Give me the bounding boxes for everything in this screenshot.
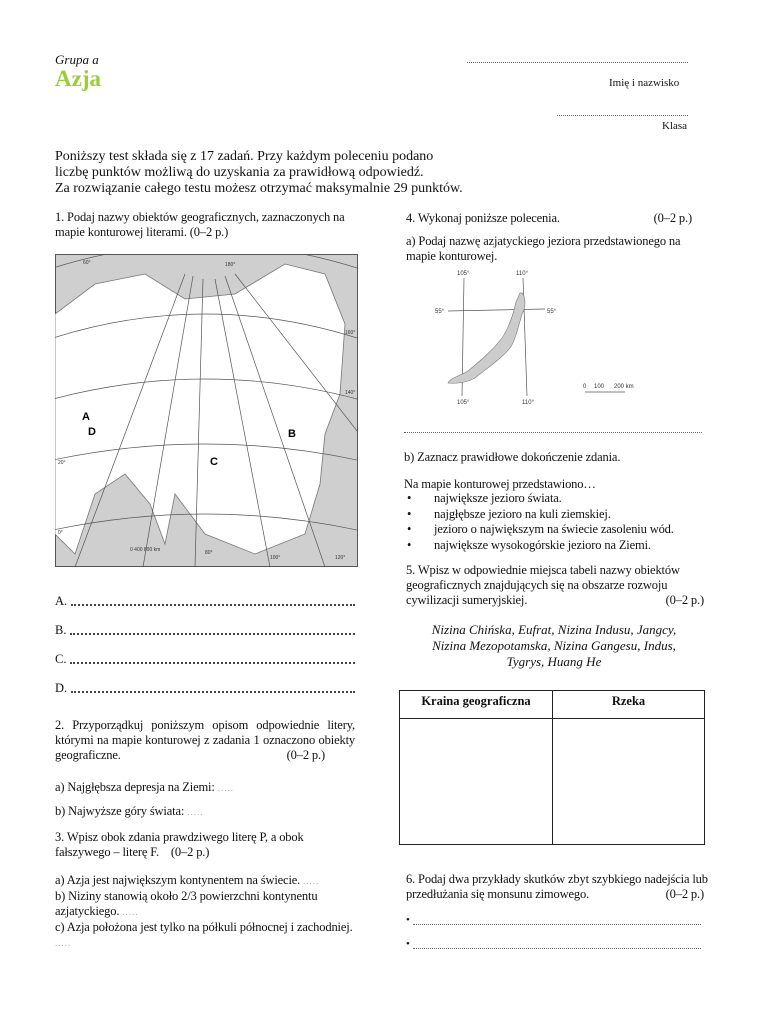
q3-item-a bbox=[55, 873, 360, 889]
answer-fill[interactable] bbox=[70, 662, 355, 664]
answer-fill[interactable] bbox=[71, 604, 355, 606]
q5-table bbox=[399, 690, 705, 845]
answer-label: D. bbox=[55, 681, 68, 695]
intro-text bbox=[55, 149, 463, 197]
intro-line: Za rozwiązanie całego testu możesz otrzymać maksymalnie 29 punktów. bbox=[55, 181, 463, 196]
q4-question: 4. Wykonaj poniższe polecenia. bbox=[406, 211, 560, 225]
map-label: 20° bbox=[58, 460, 66, 466]
q2-item-a bbox=[55, 780, 234, 796]
item-text: a) Azja jest największym kontynentem na świecie. bbox=[55, 873, 301, 887]
map-letter-b: B bbox=[288, 428, 296, 440]
q2-text bbox=[55, 718, 355, 763]
q4-points: (0–2 p.) bbox=[653, 211, 692, 225]
lake-baikal-map bbox=[430, 266, 640, 406]
lake-label: 55° bbox=[547, 309, 557, 315]
map-letter-a: A bbox=[82, 411, 90, 423]
table-header: Kraina geograficzna bbox=[400, 691, 553, 719]
answer-blank[interactable]: ..... bbox=[187, 807, 204, 817]
answer-blank[interactable]: ..... bbox=[217, 783, 234, 793]
item-text: a) Najgłębsza depresja na Ziemi: bbox=[55, 780, 215, 794]
option-item[interactable]: • jezioro o największym na świecie zasoleniu wód. bbox=[404, 522, 714, 538]
map-label: 120° bbox=[335, 555, 346, 561]
answer-blank[interactable]: ..... bbox=[303, 876, 320, 886]
q2-points: (0–2 p.) bbox=[286, 748, 325, 762]
q2-item-b bbox=[55, 804, 203, 820]
lake-label: 110° bbox=[516, 271, 528, 277]
q3-item-b bbox=[55, 889, 360, 920]
q6-answer-line-2[interactable] bbox=[413, 944, 701, 949]
q6-question: 6. Podaj dwa przykłady skutków zbyt szybkiego nadejścia lub przedłużania się monsunu zimowego. bbox=[406, 872, 708, 901]
table-cell-region[interactable] bbox=[400, 719, 553, 845]
answer-label: B. bbox=[55, 623, 67, 637]
map-letter-d: D bbox=[88, 426, 96, 438]
map-label: 80° bbox=[205, 550, 213, 556]
asia-contour-map bbox=[55, 254, 358, 567]
page-title: Azja bbox=[55, 66, 101, 91]
item-text: b) Najwyższe góry świata: bbox=[55, 804, 185, 818]
q6-bullet-2: • bbox=[406, 938, 410, 950]
scale-label: 0 bbox=[583, 384, 587, 390]
q5-points: (0–2 p.) bbox=[665, 593, 704, 607]
map-scale: 0 400 800 km bbox=[130, 547, 161, 553]
word-bank-line: Tygrys, Huang He bbox=[506, 654, 602, 669]
answer-label: C. bbox=[55, 652, 67, 666]
q3-points: (0–2 p.) bbox=[170, 845, 210, 859]
q4b-text: b) Zaznacz prawidłowe dokończenie zdania. bbox=[404, 450, 621, 464]
q4b-stem: Na mapie konturowej przedstawiono… bbox=[404, 477, 596, 491]
q6-bullet-1: • bbox=[406, 914, 410, 926]
q4b-options bbox=[404, 491, 714, 553]
class-label: Klasa bbox=[662, 120, 688, 132]
scale-label: 200 km bbox=[614, 384, 634, 390]
option-item[interactable]: • najgłębsze jezioro na kuli ziemskiej. bbox=[404, 507, 714, 523]
map-letter-c: C bbox=[210, 456, 218, 468]
answer-blank[interactable]: ..... bbox=[55, 938, 72, 948]
answer-line-b[interactable] bbox=[55, 609, 355, 638]
lake-label: 110° bbox=[522, 400, 534, 406]
word-bank-line: Nizina Chińska, Eufrat, Nizina Indusu, Jangcy, bbox=[431, 622, 677, 637]
map-label: 160° bbox=[345, 330, 356, 336]
q3-items bbox=[55, 873, 360, 951]
table-header: Rzeka bbox=[553, 691, 705, 719]
intro-line: liczbę punktów możliwą do uzyskania za prawidłową odpowiedź. bbox=[55, 165, 424, 180]
lake-label: 105° bbox=[457, 400, 470, 406]
q4a-answer-line[interactable] bbox=[404, 429, 702, 433]
option-item[interactable]: • największe wysokogórskie jezioro na Ziemi. bbox=[404, 538, 714, 554]
map-label: 100° bbox=[270, 555, 281, 561]
table-cell-river[interactable] bbox=[553, 719, 705, 845]
lake-label: 55° bbox=[435, 309, 445, 315]
q1-answers bbox=[55, 580, 355, 696]
q1-text: 1. Podaj nazwy obiektów geograficznych, zaznaczonych na mapie konturowej literami. (0–2 p.) bbox=[55, 210, 345, 239]
q5-word-bank bbox=[404, 622, 704, 670]
answer-fill[interactable] bbox=[70, 633, 355, 635]
intro-line: Poniższy test składa się z 17 zadań. Przy każdym poleceniu podano bbox=[55, 149, 434, 164]
q6-text bbox=[406, 872, 714, 902]
q6-points: (0–2 p.) bbox=[665, 887, 704, 901]
q3-item-c bbox=[55, 920, 360, 951]
map-label: 180° bbox=[225, 262, 236, 268]
group-label: Grupa a bbox=[55, 52, 99, 67]
q3-text bbox=[55, 830, 355, 860]
name-label: Imię i nazwisko bbox=[609, 77, 680, 89]
answer-blank[interactable]: ..... bbox=[122, 907, 139, 917]
q6-answer-line-1[interactable] bbox=[413, 920, 701, 925]
item-text: c) Azja położona jest tylko na półkuli północnej i zachodniej. bbox=[55, 920, 353, 934]
option-item[interactable]: • największe jezioro świata. bbox=[404, 491, 714, 507]
class-field[interactable] bbox=[557, 111, 688, 116]
q4-text bbox=[406, 211, 692, 226]
answer-line-c[interactable] bbox=[55, 638, 355, 667]
scale-label: 100 bbox=[594, 384, 605, 390]
lake-label: 105° bbox=[457, 271, 470, 277]
answer-fill[interactable] bbox=[71, 691, 355, 693]
map-label: 140° bbox=[345, 390, 356, 396]
q5-text bbox=[406, 563, 704, 608]
item-text: b) Niziny stanowią około 2/3 powierzchni kontynentu azjatyckiego. bbox=[55, 889, 318, 918]
word-bank-line: Nizina Mezopotamska, Nizina Gangesu, Indus, bbox=[432, 638, 676, 653]
q4a-text: a) Podaj nazwę azjatyckiego jeziora przedstawionego na mapie konturowej. bbox=[406, 234, 681, 263]
q5-question: 5. Wpisz w odpowiednie miejsca tabeli nazwy obiektów geograficznych znajdujących się na obszarze rozwoju cywilizacji sumeryjskiej. bbox=[406, 563, 680, 607]
name-field[interactable] bbox=[467, 58, 688, 63]
map-label: 60° bbox=[83, 260, 91, 266]
answer-line-a[interactable] bbox=[55, 580, 355, 609]
answer-line-d[interactable] bbox=[55, 667, 355, 696]
q3-question: 3. Wpisz obok zdania prawdziwego literę P, a obok fałszywego – literę F. bbox=[55, 830, 304, 859]
map-label: 0° bbox=[58, 530, 63, 536]
q2-question: 2. Przyporządkuj poniższym opisom odpowiednie litery, którymi na mapie konturowej z zadania 1 oznaczono obiekty geograficzne. bbox=[55, 718, 355, 762]
answer-label: A. bbox=[55, 594, 68, 608]
